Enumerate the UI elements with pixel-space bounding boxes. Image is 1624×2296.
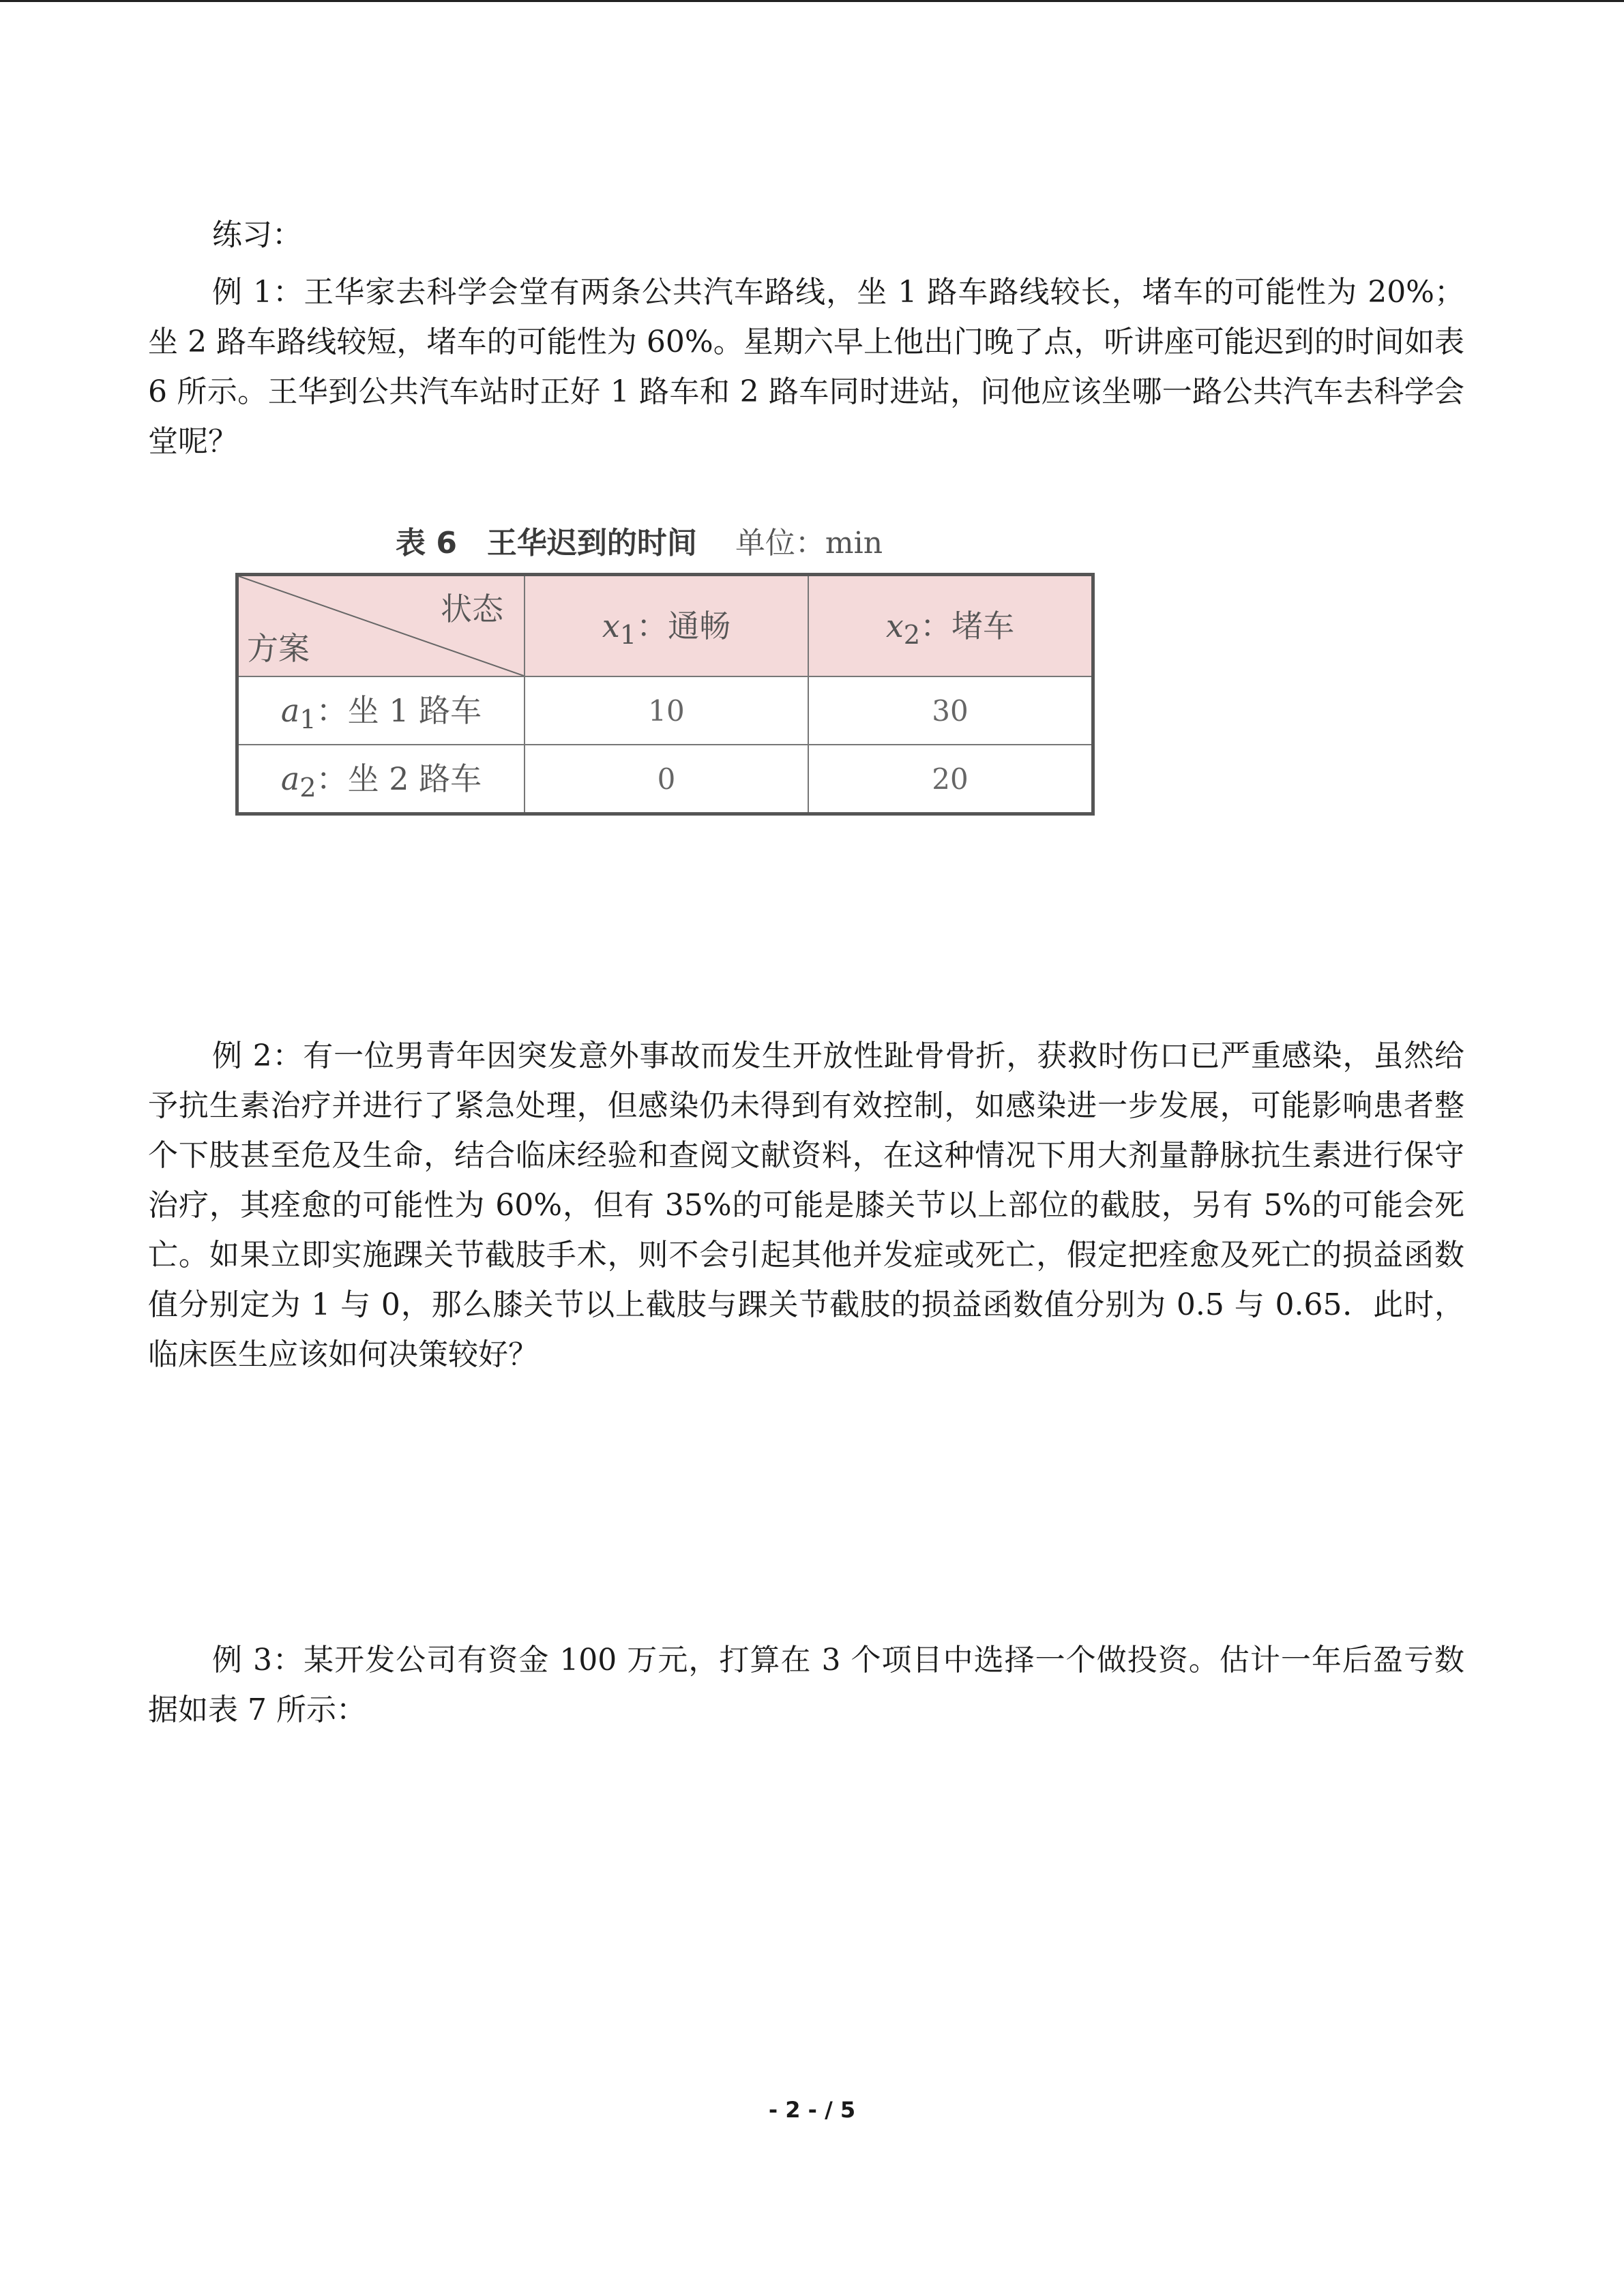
column-header-smooth [525,575,808,677]
table-row [237,676,1093,745]
row2-variable: a [280,760,300,797]
corner-plan-label: 方案 [247,630,310,667]
col1-subscript: 1 [619,620,637,651]
column-header-jam [808,575,1093,677]
table-6-title [396,518,883,562]
exercise-heading: 练习： [212,218,302,252]
col1-variable: x [602,607,620,644]
table-header-row [237,575,1093,677]
table-row [237,745,1093,814]
col2-subscript: 2 [903,620,921,651]
page-number: - 2 - / 5 [768,2097,856,2123]
example-2-text: 例 2：有一位男青年因突发意外事故而发生开放性趾骨骨折，获救时伤口已严重感染，虽然给予抗生素治疗并进行了紧急处理，但感染仍未得到有效控制，如感染进一步发展，可能影响患者整个下肢甚至危及生命，结合临床经验和查阅文献资料，在这种情况下用大剂量静脉抗生素进行保守治疗，其痊愈的可能性为 60%，但有 35%的可能是膝关节以上部位的截肢，另有 5%的可能会死亡。如果立即实施踝关节截肢手术，则不会引起其他并发症或死亡，假定把痊愈及死亡的损益函数值分别定为 1 与 0，那么膝关节以上截肢与踝关节截肢的损益函数值分别为 0.5 与 0.65．此时，临床医生应该如何决策较好？ [148,1039,1464,1372]
table-cell-value: 30 [808,676,1093,745]
row-label-cell [237,745,525,814]
col1-label: ：通畅 [636,607,731,644]
col2-variable: x [885,607,904,644]
row1-label: ：坐 1 路车 [316,691,482,729]
table-6 [235,573,1095,816]
row1-subscript: 1 [299,704,316,736]
table-6-caption: 表 6 王华迟到的时间 [396,526,697,561]
table-cell-value: 10 [525,676,808,745]
row2-label: ：坐 2 路车 [316,760,482,797]
row1-variable: a [280,691,300,729]
table-6-unit: 单位：min [735,526,883,561]
row-label-cell [237,676,525,745]
table-cell-value: 0 [525,745,808,814]
row2-subscript: 2 [299,773,316,804]
example-3-text: 例 3：某开发公司有资金 100 万元，打算在 3 个项目中选择一个做投资。估计一年后盈亏数据如表 7 所示： [148,1643,1464,1727]
col2-label: ：堵车 [920,607,1015,644]
top-border-line [0,0,1624,2]
corner-state-label: 状态 [441,591,503,627]
example-1-text: 例 1：王华家去科学会堂有两条公共汽车路线，坐 1 路车路线较长，堵车的可能性为 20%；坐 2 路车路线较短，堵车的可能性为 60%。星期六早上他出门晚了点，听讲座可能迟到的时间如表 6 所示。王华到公共汽车站时正好 1 路车和 2 路车同时进站，问他应该坐哪一路公共汽车去科学会堂呢？ [148,275,1464,459]
table-cell-value: 20 [808,745,1093,814]
table-corner-cell [237,575,525,677]
